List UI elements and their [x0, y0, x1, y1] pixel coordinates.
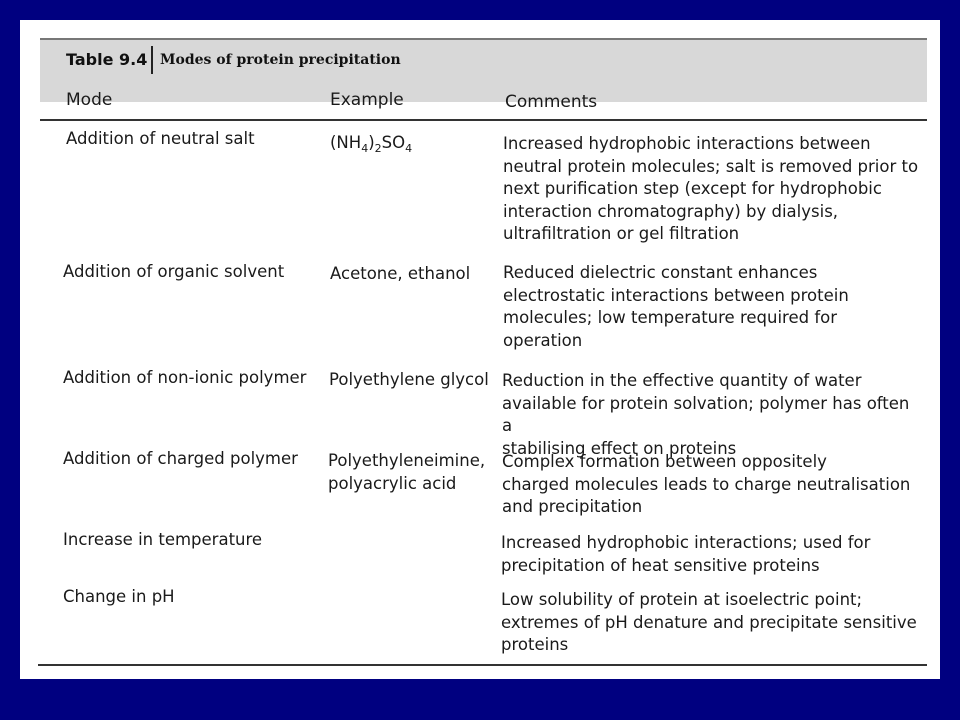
scanned-page [20, 20, 940, 679]
table-title-bar [40, 38, 927, 102]
row-mode: Addition of organic solvent [63, 262, 285, 281]
row-comments: Increased hydrophobic interactions between neutral protein molecules; salt is removed prior to next purification step (except for hydrophobic interaction chromatography) by dialysis, ultrafiltration or gel filtration [503, 134, 919, 243]
header-rule [40, 119, 927, 121]
row-comments: Low solubility of protein at isoelectric point; extremes of pH denature and precipitate sensitive proteins [501, 590, 917, 654]
row-comments: Reduction in the effective quantity of water available for protein solvation; polymer has often a stabilising effect on proteins [502, 371, 910, 458]
table-number: Table 9.4 [66, 50, 148, 69]
row-example: Acetone, ethanol [330, 264, 471, 283]
row-comments: Complex formation between oppositely charged molecules leads to charge neutralisation and precipitation [502, 452, 911, 516]
row-mode: Addition of non-ionic polymer [63, 368, 307, 387]
row-example: Polyethyleneimine, polyacrylic acid [328, 451, 486, 493]
row-mode: Increase in temperature [63, 530, 263, 549]
title-separator [151, 46, 153, 74]
row-comments: Increased hydrophobic interactions; used for precipitation of heat sensitive proteins [501, 533, 871, 575]
row-comments: Reduced dielectric constant enhances electrostatic interactions between protein molecules; low temperature required for operation [503, 263, 849, 350]
header-example: Example [330, 90, 404, 110]
row-example: $(NH_4)_2SO_4$ [330, 133, 413, 155]
header-comments: Comments [505, 92, 598, 112]
row-example: Polyethylene glycol [329, 370, 489, 389]
row-mode: Addition of neutral salt [66, 129, 255, 148]
table-bottom-rule [38, 664, 927, 666]
row-mode: Addition of charged polymer [63, 449, 298, 468]
table-title: Modes of protein precipitation [160, 52, 401, 68]
row-mode: Change in pH [63, 587, 175, 606]
header-mode: Mode [66, 90, 113, 110]
